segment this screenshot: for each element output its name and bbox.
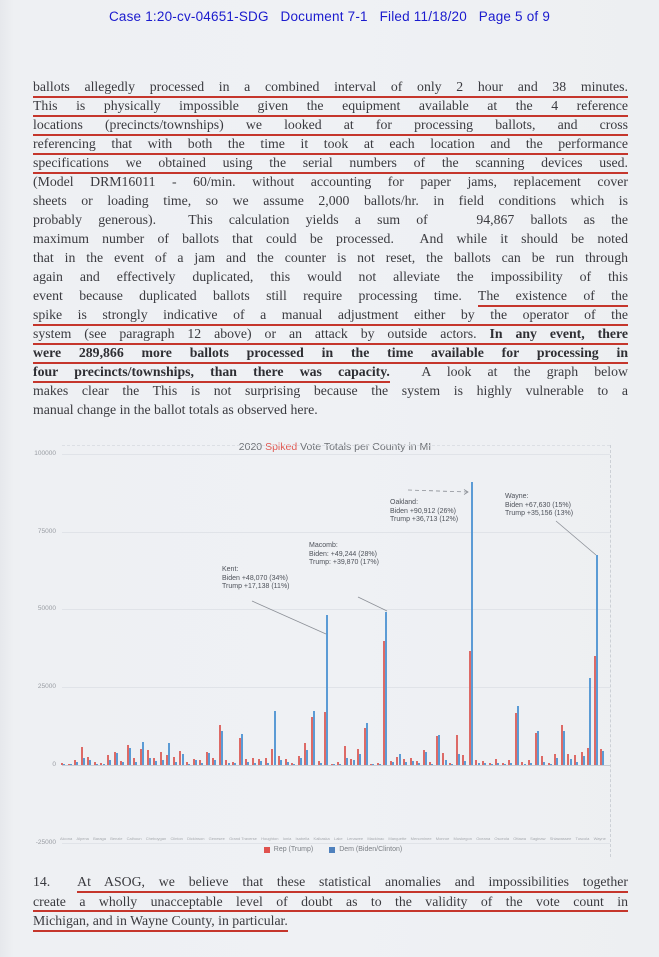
text-line	[33, 134, 628, 153]
text-line	[33, 324, 628, 343]
bar	[182, 754, 184, 765]
x-axis-label: Genesee	[208, 836, 225, 841]
bar	[300, 758, 302, 765]
bar	[530, 763, 532, 765]
x-axis-label: Benzie	[110, 836, 123, 841]
bar	[346, 758, 348, 765]
text-line	[33, 911, 628, 931]
y-axis-tick-label: 75000	[37, 527, 56, 535]
bar	[524, 764, 526, 765]
bar	[339, 764, 341, 765]
bar	[313, 711, 315, 765]
x-axis-label: Kalkaska	[313, 836, 330, 841]
bar	[438, 735, 440, 765]
bar	[214, 760, 216, 765]
gridline	[62, 609, 610, 610]
text-line	[33, 381, 628, 400]
x-axis-label: Menominee	[410, 836, 432, 841]
x-axis-label: Isabella	[295, 836, 310, 841]
red-underlined-text: referencing that with both the time it took at each location and the performance	[33, 136, 628, 155]
bar	[287, 762, 289, 765]
y-axis-tick-label: 50000	[37, 605, 56, 613]
gridline	[62, 843, 610, 844]
text-line	[33, 343, 628, 362]
case-caption-header: Case 1:20-cv-04651-SDG Document 7-1 Filed 11/18/20 Page 5 of 9	[108, 9, 551, 24]
red-underlined-text: In any event, there	[490, 326, 629, 345]
text-line	[33, 153, 628, 172]
bar	[418, 763, 420, 765]
x-axis-label: Alpena	[76, 836, 89, 841]
bar	[103, 764, 105, 765]
x-axis-label: Tuscola	[575, 836, 590, 841]
bar	[129, 748, 131, 765]
bar	[583, 756, 585, 765]
bar	[497, 763, 499, 765]
text-segment: A look at the graph below	[389, 364, 628, 379]
bar	[412, 761, 414, 765]
text-line	[33, 172, 628, 191]
bar	[484, 763, 486, 765]
red-underlined-text: At ASOG, we believe that these statistical anomalies and impossibilities together	[77, 874, 628, 893]
bar	[458, 754, 460, 765]
bar	[76, 762, 78, 765]
text-line	[33, 191, 628, 210]
red-underlined-text: ballots allegedly processed in a combined interval of only 2 hour and 38 minutes.	[33, 79, 628, 98]
bar	[208, 753, 210, 765]
gridline	[62, 532, 610, 533]
bar	[89, 760, 91, 765]
text-segment: maximum number of ballots that could be processed. And while it should be noted	[33, 231, 628, 246]
legend-item	[329, 846, 402, 853]
bar	[188, 764, 190, 765]
bar	[372, 764, 374, 765]
gridline	[62, 687, 610, 688]
bar	[333, 764, 335, 765]
bar	[201, 763, 203, 765]
bar	[471, 482, 473, 765]
text-segment: makes clear the This is not surprising because the system is highly vulnerable to a	[33, 383, 628, 398]
red-underlined-text: Michigan, and in Wayne County, in particular.	[33, 913, 288, 932]
bar	[320, 763, 322, 765]
vote-totals-chart	[0, 435, 659, 870]
red-underlined-text: four precincts/townships, than there was capacity.	[33, 364, 390, 383]
bar	[445, 760, 447, 765]
chart-right-border	[610, 445, 611, 857]
red-underlined-text: system (see paragraph 12 above) or an attack by outside actors.	[33, 326, 490, 345]
red-underlined-text: locations (precincts/townships) we looked at for processing ballots, and cross	[33, 117, 628, 136]
bar	[537, 731, 539, 765]
red-underlined-text: specifications we obtained using the serial numbers of the scanning devices used.	[33, 155, 628, 174]
bar	[366, 723, 368, 765]
bar	[517, 706, 519, 765]
bar	[589, 678, 591, 765]
text-line	[33, 892, 628, 912]
bar	[260, 761, 262, 765]
x-axis-label: Baraga	[93, 836, 107, 841]
red-underlined-text: The existence of the	[478, 288, 628, 307]
bar	[359, 754, 361, 765]
annotation-wayne: Wayne: Biden +67,630 (15%) Trump +35,156 (13%)	[505, 493, 574, 518]
text-segment: event because duplicated ballots still require processing time.	[33, 288, 478, 303]
text-segment: (Model DRM16011 - 60/min. without accounting for paper jams, replacement cover	[33, 174, 628, 189]
bar	[326, 615, 328, 765]
bar	[504, 764, 506, 765]
x-axis-label: Saginaw	[530, 836, 546, 841]
x-axis-label: Mackinac	[367, 836, 385, 841]
red-underlined-text: spike is strongly indicative of a manual adjustment either by the operator of the	[33, 307, 628, 326]
bar	[162, 760, 164, 765]
x-axis-label: Houghton	[261, 836, 279, 841]
text-line	[33, 96, 628, 115]
y-axis-tick-label: 100000	[34, 449, 56, 457]
gridline	[62, 454, 610, 455]
bar	[96, 764, 98, 765]
body-paragraph-13	[33, 77, 628, 419]
bar	[247, 762, 249, 765]
x-axis-county-labels	[60, 836, 606, 841]
text-segment: probably generous). This calculation yields a sum of 94,867 ballots as the	[33, 212, 628, 227]
bar	[431, 764, 433, 765]
bar	[195, 760, 197, 765]
bar	[576, 762, 578, 765]
bar	[168, 743, 170, 765]
x-axis-label: Osceola	[494, 836, 510, 841]
bar	[83, 758, 85, 765]
x-axis-label: Lake	[333, 836, 343, 841]
chart-title-rest: Vote Totals per County in MI	[297, 441, 432, 453]
bar	[543, 762, 545, 765]
bar	[405, 762, 407, 765]
bar	[425, 752, 427, 765]
text-segment: that in the event of a jam and the counter is not reset, the ballots can be run through	[33, 250, 628, 265]
legend-swatch-icon	[329, 847, 335, 853]
bar	[353, 760, 355, 765]
bar	[274, 711, 276, 765]
bar	[175, 762, 177, 765]
chart-title-year: 2020	[238, 441, 266, 453]
bar	[379, 764, 381, 765]
bar	[254, 763, 256, 765]
y-axis-tick-label: 25000	[37, 683, 56, 691]
red-underlined-text: This is physically impossible given the equipment available at the 4 reference	[33, 98, 628, 117]
bar	[228, 763, 230, 765]
legend-swatch-icon	[264, 847, 270, 853]
bar	[109, 760, 111, 765]
x-axis-label: Marquette	[388, 836, 407, 841]
bar	[478, 763, 480, 765]
chart-title-spiked: Spiked	[265, 441, 298, 453]
text-line	[33, 210, 628, 229]
bar	[63, 764, 65, 765]
bar	[241, 734, 243, 765]
bar	[70, 764, 72, 765]
bar	[293, 764, 295, 765]
bar	[451, 764, 453, 765]
bar	[155, 761, 157, 765]
text-segment: again and effectively duplicated, this would not alleviate the impossibility of this	[33, 269, 628, 284]
bar	[596, 555, 598, 765]
x-axis-label: Grand Traverse	[229, 836, 257, 841]
text-line	[33, 286, 628, 305]
bar	[142, 742, 144, 765]
red-underlined-text: were 289,866 more ballots processed in the time available for processing in	[33, 345, 628, 364]
x-axis-label: Cheboygan	[145, 836, 167, 841]
chart-top-border	[62, 445, 610, 446]
legend-label: Rep (Trump)	[273, 846, 314, 853]
x-axis-label: Lenawee	[346, 836, 364, 841]
chart-legend	[60, 846, 606, 853]
bar	[135, 762, 137, 765]
bar	[399, 754, 401, 765]
y-axis-tick-label: 0	[52, 761, 56, 768]
text-line	[33, 267, 628, 286]
text-line	[33, 305, 628, 324]
x-axis-label: Wayne	[593, 836, 606, 841]
bar	[550, 764, 552, 765]
text-line	[33, 229, 628, 248]
bar	[280, 760, 282, 765]
x-axis-label: Ionia	[282, 836, 292, 841]
text-segment: 14.	[33, 874, 78, 889]
x-axis-label: Oceana	[476, 836, 491, 841]
text-line	[33, 872, 628, 892]
x-axis-label: Muskegon	[453, 836, 472, 841]
bar	[234, 763, 236, 765]
x-axis-label: Ottawa	[513, 836, 526, 841]
chart-title	[60, 441, 610, 453]
bar	[491, 764, 493, 765]
bar	[122, 762, 124, 765]
annotation-oakland: Oakland: Biden +90,912 (26%) Trump +36,713 (12%)	[390, 499, 459, 524]
x-axis-label: Shiawassee	[549, 836, 572, 841]
bar	[221, 731, 223, 765]
bar	[392, 762, 394, 765]
text-segment: manual change in the ballot totals as observed here.	[33, 402, 318, 417]
body-paragraph-14	[33, 872, 628, 931]
gridline	[62, 765, 610, 766]
bar	[149, 758, 151, 765]
bar	[556, 758, 558, 765]
legend-label: Dem (Biden/Clinton)	[339, 846, 403, 853]
x-axis-label: Clinton	[170, 836, 183, 841]
legend-item	[264, 846, 313, 853]
y-axis-tick-label: -25000	[35, 838, 56, 846]
x-axis-label: Monroe	[435, 836, 450, 841]
text-line	[33, 362, 628, 381]
bar	[510, 763, 512, 765]
bar	[267, 763, 269, 765]
x-axis-label: Calhoun	[126, 836, 142, 841]
bar	[602, 751, 604, 765]
text-line	[33, 115, 628, 134]
text-line	[33, 400, 628, 419]
x-axis-label: Dickinson	[187, 836, 205, 841]
x-axis-label: Alcona	[60, 836, 73, 841]
bar	[385, 612, 387, 765]
bar	[570, 759, 572, 765]
bar	[464, 761, 466, 765]
red-underlined-text: create a wholly unacceptable level of doubt as to the validity of the vote count in	[33, 894, 628, 913]
text-segment: sheets or loading time, so we assume 2,000 ballots/hr. in field conditions which is	[33, 193, 628, 208]
annotation-kent: Kent: Biden +48,070 (34%) Trump +17,138 (11%)	[222, 566, 290, 591]
bar	[563, 731, 565, 765]
text-line	[33, 77, 628, 96]
bar	[306, 750, 308, 765]
bar	[116, 753, 118, 765]
text-line	[33, 248, 628, 267]
annotation-macomb: Macomb: Biden: +49,244 (28%) Trump: +39,870 (17%)	[309, 542, 379, 567]
